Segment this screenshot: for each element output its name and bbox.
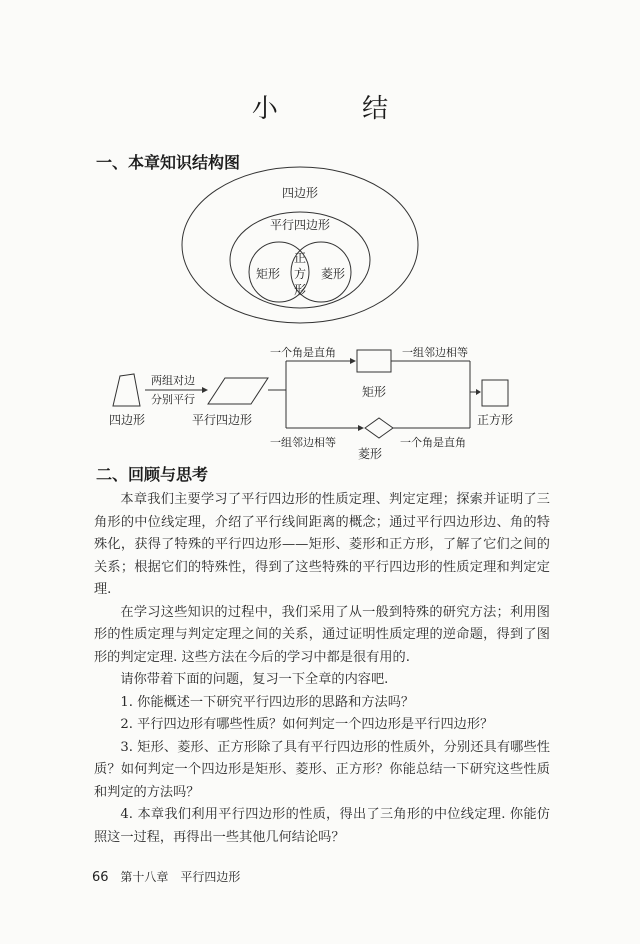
flow-label-parallelogram: 平行四边形: [191, 413, 253, 427]
venn-label-quadrilateral: 四边形: [281, 186, 319, 200]
page-footer: [92, 868, 240, 885]
flow-label-right-angle-top: 一个角是直角: [270, 346, 336, 359]
rhombus-shape: [365, 418, 393, 438]
review-text: [94, 489, 550, 849]
venn-label-square-1: 正: [293, 251, 307, 265]
square-shape: [482, 380, 508, 406]
venn-label-square-2: 方: [293, 267, 307, 281]
flow-label-adjacent-equal-bottom: 一组邻边相等: [270, 436, 336, 449]
review-question: 3. 矩形、菱形、正方形除了具有平行四边形的性质外，分别还具有哪些性质？如何判定一个四边形是矩形、菱形、正方形？你能总结一下研究这些性质和判定的方法吗？: [94, 739, 550, 800]
quadrilateral-shape: [113, 374, 140, 406]
knowledge-structure-diagram: [0, 0, 640, 470]
flow-label-rhombus: 菱形: [357, 447, 383, 461]
review-paragraph: 在学习这些知识的过程中，我们采用了从一般到特殊的研究方法；利用图形的性质定理与判定定理之间的关系，通过证明性质定理的逆命题，得到了图形的判定定理. 这些方法在今后的学习中都是很有用的.: [94, 604, 550, 665]
review-paragraph: 请你带着下面的问题，复习一下全章的内容吧.: [120, 672, 389, 687]
chapter-name: 第十八章 平行四边形: [120, 870, 241, 884]
flow-label-right-angle-bottom: 一个角是直角: [400, 436, 466, 449]
page-title: 小 结: [251, 94, 427, 124]
review-question: 1. 你能概述一下研究平行四边形的思路和方法吗？: [120, 694, 415, 710]
venn-label-rhombus: 菱形: [320, 267, 346, 281]
venn-diagram: [182, 167, 418, 323]
page-number: 66: [92, 870, 109, 885]
venn-label-parallelogram: 平行四边形: [269, 218, 331, 232]
flow-label-two-pairs: 两组对边: [151, 374, 195, 387]
flow-label-square: 正方形: [476, 413, 514, 427]
section-heading-review: 二、回顾与思考: [96, 465, 209, 484]
rectangle-shape: [357, 350, 391, 372]
review-paragraph: 本章我们主要学习了平行四边形的性质定理、判定定理；探索并证明了三角形的中位线定理，介绍了平行线间距离的概念；通过平行四边形边、角的特殊化，获得了特殊的平行四边形——矩形、菱形和正方形，了解了它们之间的关系；根据它们的特殊性，得到了这些特殊的平行四边形的性质定理和判定定理.: [94, 492, 550, 597]
review-question: 4. 本章我们利用平行四边形的性质，得出了三角形的中位线定理. 你能仿照这一过程，再得出一些其他几何结论吗？: [94, 807, 550, 845]
parallelogram-shape: [208, 378, 268, 404]
venn-label-square-3: 形: [293, 283, 307, 297]
flow-label-parallel: 分别平行: [151, 393, 195, 406]
flow-label-adjacent-equal-top: 一组邻边相等: [402, 346, 468, 359]
flowchart-labels: [109, 345, 513, 461]
flow-label-rectangle: 矩形: [361, 385, 387, 399]
flow-label-quadrilateral: 四边形: [108, 413, 146, 427]
venn-label-rectangle: 矩形: [255, 267, 281, 281]
section-heading-structure: 一、本章知识结构图: [96, 153, 241, 172]
review-question: 2. 平行四边形有哪些性质？如何判定一个四边形是平行四边形？: [120, 717, 494, 732]
